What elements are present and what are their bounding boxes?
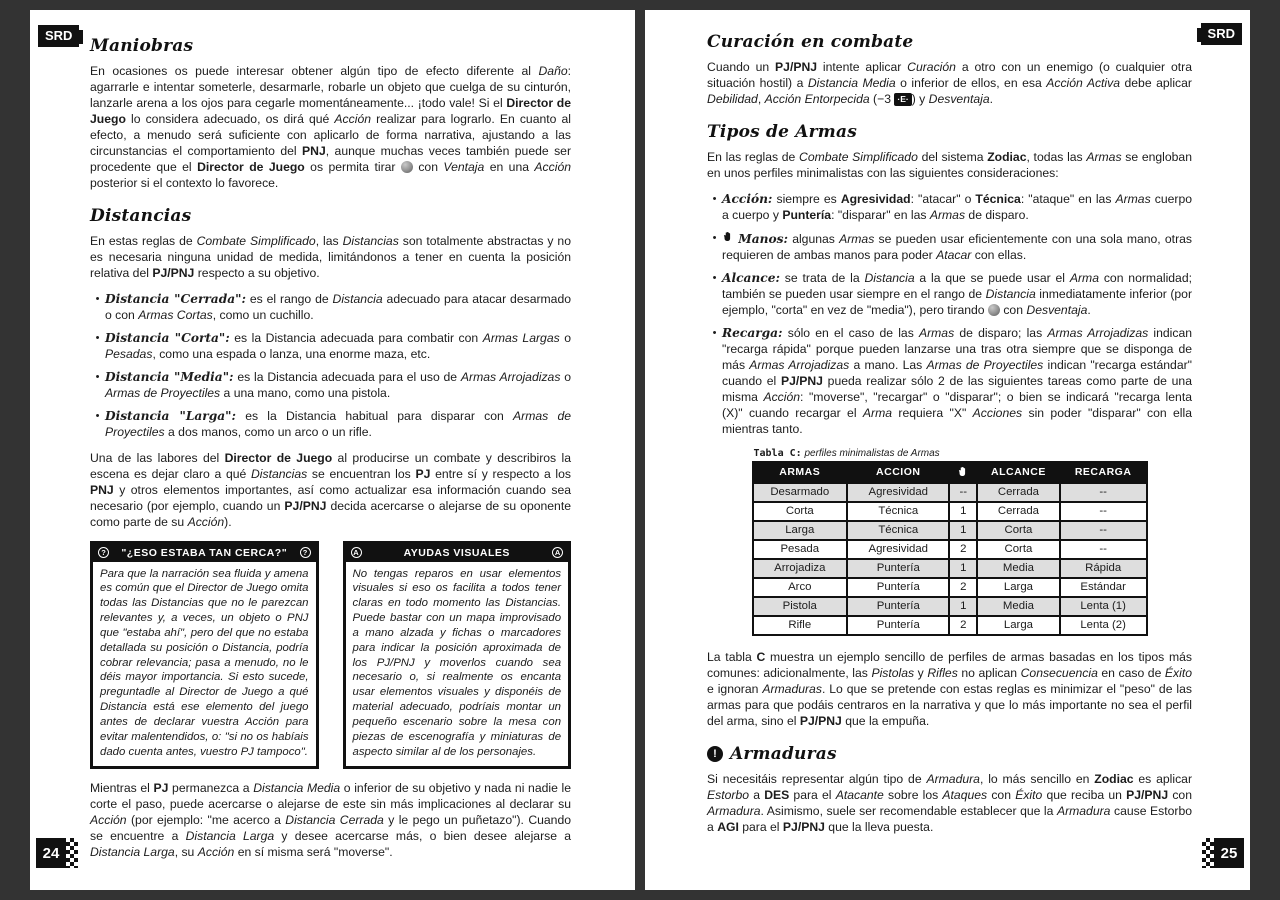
- table-cell: Lenta (1): [1060, 597, 1147, 616]
- checker-decoration: [66, 838, 78, 868]
- bullet-marker: •: [95, 409, 100, 422]
- bullet-item: [90, 409, 571, 441]
- question-circle-icon: ?: [300, 547, 311, 558]
- bullet-item: [90, 331, 571, 363]
- paragraph-distancias-intro: En estas reglas de Combate Simplificado, las Distancias son totalmente abstractas y no es necesaria ninguna unidad de medida, limitándonos a tener en cuenta la posición relativa del PJ/PNJ respecto a su objetivo.: [90, 233, 572, 280]
- table-caption: [754, 448, 1148, 459]
- table-cell: --: [1060, 521, 1147, 540]
- table-cell: Puntería: [847, 597, 949, 616]
- table-row: [753, 597, 1147, 616]
- section-heading-curacion: Curación en combate: [707, 32, 914, 52]
- bullet-marker: •: [712, 326, 717, 339]
- bullet-marker: •: [95, 331, 100, 344]
- bullet-marker: •: [712, 231, 717, 244]
- weapons-table: [752, 461, 1148, 636]
- bullet-marker: •: [712, 271, 717, 284]
- page-number-badge: [1202, 838, 1244, 868]
- table-cell: Agresividad: [847, 540, 949, 559]
- table-row: [753, 483, 1147, 502]
- accion-entorpecida-badge-icon: ·E·: [894, 93, 911, 106]
- infobox-header: [346, 544, 569, 562]
- checker-decoration: [1202, 838, 1214, 868]
- paragraph-curacion: Cuando un PJ/PNJ intente aplicar Curación a otro con un enemigo (o cualquier otra situación hostil) a Distancia Media o inferior de ellos, en esa Acción Activa debe aplicar Debilidad, Acción Entorpecida (−3 ·E· ) y Desventaja.: [707, 60, 1192, 106]
- infobox-body: Para que la narración sea fluida y amena es común que el Director de Juego omita todas las Distancias que no le parezcan relevantes y, a veces, un objeto o PNJ que "estaba ahí", pero del que no estaba detallada su posición o Distancia, podría cobrar relevancia; pasa a menudo, no le déis mayor importancia. Si esto sucede, preguntadle al Director de Juego a qué Distancia está ese elemento del juego antes de declarar vuestra Acción para evitar malentendidos, o: "si no os habíais dado cuenta antes, vuestro PJ tampoco".: [100, 567, 309, 758]
- table-header-cell: [949, 462, 977, 483]
- table-cell: 1: [949, 559, 977, 578]
- table-cell: 2: [949, 578, 977, 597]
- infobox-ayudas-visuales: [343, 541, 572, 770]
- table-cell: Larga: [977, 616, 1060, 635]
- armas-bullet-list: [707, 192, 1192, 438]
- srd-badge: SRD: [1201, 23, 1242, 45]
- table-cell: Cerrada: [977, 483, 1060, 502]
- table-cell: Larga: [753, 521, 848, 540]
- section-heading-armaduras: [707, 744, 1192, 764]
- table-header-cell: RECARGA: [1060, 462, 1147, 483]
- table-cell: 1: [949, 597, 977, 616]
- infobox-title: AYUDAS VISUALES: [403, 546, 510, 559]
- table-header-row: [753, 462, 1147, 483]
- ayuda-circle-icon: A: [351, 547, 362, 558]
- section-heading-tipos-armas: Tipos de Armas: [707, 121, 857, 142]
- table-cell: Arrojadiza: [753, 559, 848, 578]
- optional-rule-icon: !: [707, 746, 723, 762]
- table-cell: Arco: [753, 578, 848, 597]
- bullet-item: [90, 292, 571, 324]
- paragraph-tipos-intro: En las reglas de Combate Simplificado del sistema Zodiac, todas las Armas se engloban en unos perfiles minimalistas con las siguientes consideraciones:: [707, 149, 1192, 180]
- section-heading-maniobras: Maniobras: [90, 36, 194, 56]
- infobox-eso-tan-cerca: [90, 541, 319, 770]
- page-24: [30, 10, 635, 890]
- die-icon: [988, 304, 1000, 316]
- table-caption-text: perfiles minimalistas de Armas: [804, 447, 940, 459]
- table-cell: Puntería: [847, 578, 949, 597]
- table-cell: --: [1060, 502, 1147, 521]
- table-header-cell: ACCION: [847, 462, 949, 483]
- paragraph-tabla-c: La tabla C muestra un ejemplo sencillo de perfiles de armas basadas en los tipos más comunes: adicionalmente, las Pistolas y Rifles no aplican Consecuencia en caso de Éxito e ignoran Armaduras. Lo que se pretende con estas reglas es minimizar el "peso" de las armas para que podáis centraros en la narrativa y que lo más importante no sea el perfil del arma, sino el PJ/PNJ que la empuña.: [707, 649, 1193, 728]
- paragraph-labores: Una de las labores del Director de Juego al producirse un combate y describiros la escena es dejar claro a qué Distancias se encuentran los PJ entre sí y respecto a los PNJ y otros elementos importantes, así como actualizar esa información cuando sea necesario (por ejemplo, cuando un PJ/PNJ decida acercarse o alejarse de su oponente como parte de su Acción).: [90, 450, 572, 529]
- table-row: [753, 559, 1147, 578]
- table-header-cell: ALCANCE: [977, 462, 1060, 483]
- table-cell: Rápida: [1060, 559, 1147, 578]
- bullet-text: Distancia "Media": es la Distancia adecuada para el uso de Armas Arrojadizas o Armas de Proyectiles a una mano, como una pistola.: [105, 369, 572, 400]
- hand-icon: [722, 231, 734, 248]
- ayuda-circle-icon: A: [552, 547, 563, 558]
- section-heading-distancias: Distancias: [90, 205, 192, 226]
- table-cell: Agresividad: [847, 483, 949, 502]
- table-cell: --: [1060, 483, 1147, 502]
- distancias-bullet-list: [90, 292, 571, 441]
- section-heading-text: Armaduras: [730, 743, 837, 764]
- table-cell: Corta: [977, 521, 1060, 540]
- table-row: [753, 521, 1147, 540]
- table-cell: Puntería: [847, 616, 949, 635]
- page-number: 24: [36, 838, 66, 868]
- paragraph-maniobras: En ocasiones os puede interesar obtener algún tipo de efecto diferente al Daño: agarrarle e intentar someterle, desarmarle, robarle un objeto que cuelga de su cinturón, lanzarle arena a los ojos para cegarle momentáneamente... ¡todo vale! Si el Director de Juego lo considera adecuado, os dirá qué Acción realizar para lograrlo. En cuanto al efecto, a menudo será suficiente con aplicarlo de forma narrativa, ajustando a las circunstancias el comportamiento del PNJ, aunque muchas veces también puede ser procedente que el Director de Juego os permita tirar con Ventaja en una Acción posterior si el contexto lo favorece.: [90, 64, 572, 190]
- bullet-item: [707, 271, 1192, 319]
- table-cell: Desarmado: [753, 483, 848, 502]
- table-cell: Media: [977, 559, 1060, 578]
- table-cell: --: [1060, 540, 1147, 559]
- table-header-cell: ARMAS: [753, 462, 848, 483]
- bullet-text: Recarga: sólo en el caso de las Armas de disparo; las Armas Arrojadizas indican "recarga rápida" porque pueden lanzarse una tras otra siempre que se disponga de más Armas Arrojadizas a mano. Las Armas de Proyectiles indican "recarga estándar" cuando el PJ/PNJ pueda realizar sólo 2 de las siguientes tareas como parte de una misma Acción: "moverse", "recargar" o "disparar"; o bien se indicará "recarga lenta (X)" cuando recargar el Arma requiera "X" Acciones sin poder "disparar" con ella mientras tanto.: [722, 325, 1193, 436]
- table-cell: Pistola: [753, 597, 848, 616]
- table-cell: 2: [949, 616, 977, 635]
- table-cell: Media: [977, 597, 1060, 616]
- table-row: [753, 616, 1147, 635]
- question-circle-icon: ?: [98, 547, 109, 558]
- bullet-text: Manos: algunas Armas se pueden usar eficientemente con una sola mano, otras requieren de ambas manos para poder Atacar con ellas.: [722, 231, 1192, 262]
- bullet-marker: •: [712, 192, 717, 205]
- table-cell: Técnica: [847, 521, 949, 540]
- paragraph-armaduras: Si necesitáis representar algún tipo de Armadura, lo más sencillo en Zodiac es aplicar Estorbo a DES para el Atacante sobre los Ataques con Éxito que reciba un PJ/PNJ con Armadura. Asimismo, suele ser recomendable establecer que la Armadura cause Estorbo a AGI para el PJ/PNJ que la lleva puesta.: [707, 771, 1193, 834]
- table-cell: Corta: [753, 502, 848, 521]
- die-icon: [401, 161, 413, 173]
- table-cell: Pesada: [753, 540, 848, 559]
- infobox-header: [93, 544, 316, 562]
- bullet-text: Acción: siempre es Agresividad: "atacar" o Técnica: "ataque" en las Armas cuerpo a cuerpo y Puntería: "disparar" en las Armas de disparo.: [722, 191, 1193, 222]
- table-cell: --: [949, 483, 977, 502]
- hand-icon: [957, 466, 969, 479]
- infobox-title: "¿ESO ESTABA TAN CERCA?": [121, 546, 288, 559]
- page-25: [645, 10, 1250, 890]
- paragraph-mientras: Mientras el PJ permanezca a Distancia Media o inferior de su objetivo y nada ni nadie le corte el paso, puede acercarse o alejarse de este sin más implicaciones al declarar su Acción (por ejemplo: "me acerco a Distancia Cerrada y le pego un puñetazo"). Cuando se encuentre a Distancia Larga y desee acercarse más, o bien desee alejarse a Distancia Larga, su Acción en sí misma será "moverse".: [90, 781, 572, 860]
- bullet-text: Distancia "Cerrada": es el rango de Distancia adecuado para atacar desarmado o con Armas Cortas, como un cuchillo.: [105, 291, 572, 322]
- table-row: [753, 540, 1147, 559]
- bullet-text: Distancia "Larga": es la Distancia habitual para disparar con Armas de Proyectiles a dos manos, como un arco o un rifle.: [105, 408, 572, 439]
- bullet-item: [707, 192, 1192, 224]
- bullet-item: [707, 231, 1192, 264]
- sidebar-boxes: [90, 541, 571, 770]
- table-cell: 1: [949, 502, 977, 521]
- infobox-body: No tengas reparos en usar elementos visuales si eso os facilita a todos tener claras en todo momento las Distancias. Puede bastar con un mapa improvisado a mano alzada y fichas o marcadores para indicar la posición aproximada de los PJ/PNJ y moverlos cuando sea necesario o, si realmente os encanta usar elementos visuales y disponéis de material adecuado, podríais montar un pequeño escenario sobre la mesa con piezas de escenografía y miniaturas de aspecto similar al de los personajes.: [352, 567, 562, 758]
- srd-badge: SRD: [38, 25, 79, 47]
- bullet-item: [90, 370, 571, 402]
- table-cell: 1: [949, 521, 977, 540]
- table-caption-label: Tabla C:: [753, 447, 802, 459]
- table-cell: Larga: [977, 578, 1060, 597]
- table-cell: Estándar: [1060, 578, 1147, 597]
- table-cell: Puntería: [847, 559, 949, 578]
- table-cell: Rifle: [753, 616, 848, 635]
- table-cell: Técnica: [847, 502, 949, 521]
- table-cell: Corta: [977, 540, 1060, 559]
- table-cell: 2: [949, 540, 977, 559]
- table-row: [753, 578, 1147, 597]
- bullet-marker: •: [95, 370, 100, 383]
- bullet-item: [707, 326, 1192, 438]
- table-cell: Lenta (2): [1060, 616, 1147, 635]
- page-number: 25: [1214, 838, 1244, 868]
- page-number-badge: [36, 838, 78, 868]
- table-row: [753, 502, 1147, 521]
- bullet-text: Distancia "Corta": es la Distancia adecuada para combatir con Armas Largas o Pesadas, como una espada o lanza, una enorme maza, etc.: [105, 330, 571, 361]
- bullet-text: Alcance: se trata de la Distancia a la que se puede usar el Arma con normalidad; también se pueden usar siempre en el rango de Distancia inmediatamente inferior (por ejemplo, "corta" en vez de "media"), pero tirando con Desventaja.: [722, 270, 1192, 317]
- table-cell: Cerrada: [977, 502, 1060, 521]
- bullet-marker: •: [95, 292, 100, 305]
- weapons-table-wrap: [752, 448, 1148, 636]
